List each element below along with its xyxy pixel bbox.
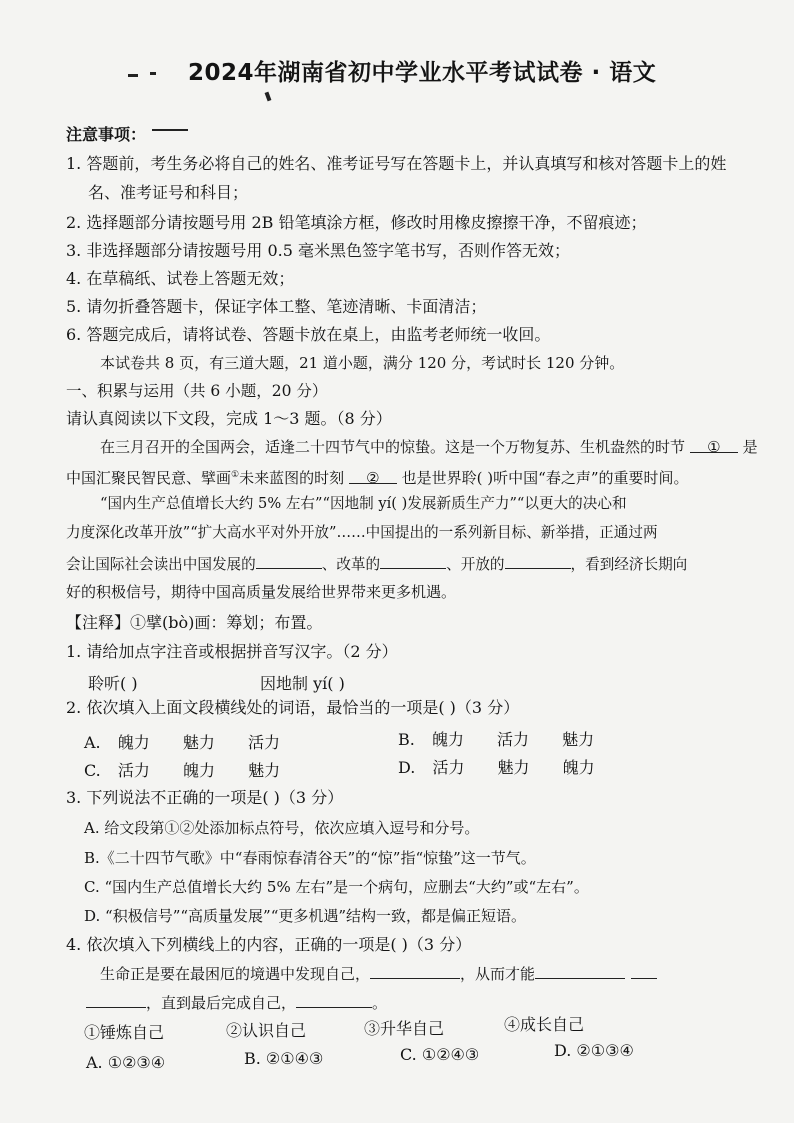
passage-line (66, 464, 688, 489)
option-word: 魄力 (117, 733, 150, 752)
option-word: 魄力 (431, 730, 464, 749)
option-letter: B. (398, 730, 415, 749)
notice-item: 6. 答题完成后，请将试卷、答题卡放在桌上，由监考老师统一收回。 (66, 325, 551, 344)
question-2-stem: 2. 依次填入上面文段横线处的词语，最恰当的一项是( )（3 分） (66, 698, 520, 717)
page-title: 2024年湖南省初中学业水平考试试卷 · 语文 (188, 60, 657, 86)
option-word: 魅力 (182, 733, 215, 752)
passage-text: 也是世界聆( )听中国“春之声”的重要时间。 (401, 469, 689, 487)
notice-item: 3. 非选择题部分请按题号用 0.5 毫米黑色签字笔书写，否则作答无效； (66, 241, 570, 260)
q4-sentence-line (86, 991, 387, 1014)
scan-mark (152, 129, 188, 131)
notice-item: 1. 答题前，考生务必将自己的姓名、准考证号写在答题卡上，并认真填写和核对答题卡上的姓 (66, 154, 727, 173)
passage-line: 力度深化改革开放”“扩大高水平对外开放”……中国提出的一系列新目标、新举措，正通过两 (66, 524, 658, 541)
option-letter: C. (84, 761, 101, 780)
q4-option-d: D. ②①③④ (554, 1041, 634, 1060)
option-word: 活力 (117, 761, 150, 780)
option-word: 魄力 (562, 758, 595, 777)
option-word: 魅力 (497, 758, 530, 777)
question-4-stem: 4. 依次填入下列横线上的内容，正确的一项是( )（3 分） (66, 935, 472, 954)
notice-heading: 注意事项： (66, 125, 147, 144)
sentence-text: 。 (372, 994, 388, 1012)
notice-item: 4. 在草稿纸、试卷上答题无效； (66, 269, 295, 288)
q4-item-1: ①锤炼自己 (84, 1023, 165, 1042)
q4-sentence-line (100, 962, 657, 985)
q4-item-3: ③升华自己 (364, 1019, 445, 1038)
passage-line (100, 436, 758, 458)
q2-option-c (84, 758, 280, 781)
exam-summary: 本试卷共 8 页，有三道大题，21 道小题，满分 120 分，考试时长 120 分钟。 (100, 354, 625, 372)
q2-option-b (398, 727, 594, 750)
footnote: 【注释】①擘(bò)画：筹划；布置。 (66, 613, 323, 632)
section-heading: 一、积累与运用（共 6 小题，20 分） (66, 382, 328, 400)
option-word: 魅力 (248, 761, 281, 780)
option-letter: A. (84, 733, 101, 752)
answer-blank (535, 962, 625, 979)
passage-line: 好的积极信号，期待中国高质量发展给世界带来更多机遇。 (66, 583, 457, 601)
notice-item: 名、准考证号和科目； (88, 183, 249, 202)
passage-text: 、开放的 (446, 556, 505, 573)
passage-text: 未来蓝图的时刻 (239, 469, 345, 487)
answer-blank (631, 962, 657, 979)
q4-option-a: A. ①②③④ (86, 1053, 166, 1072)
answer-blank (505, 552, 571, 569)
answer-blank (256, 552, 322, 569)
scan-mark (265, 92, 272, 102)
sentence-text: ，从而才能 (460, 965, 536, 983)
q3-option-c: C. “国内生产总值增长大约 5% 左右”是一个病句，应删去“大约”或“左右”。 (84, 878, 589, 896)
passage-text: 、改革的 (321, 556, 381, 573)
scan-mark (150, 72, 156, 75)
q3-option-d: D. “积极信号”“高质量发展”“更多机遇”结构一致，都是偏正短语。 (84, 907, 527, 925)
q2-option-d (398, 755, 595, 778)
q4-item-2: ②认识自己 (226, 1021, 307, 1040)
passage-text: ，看到经济长期向 (570, 556, 688, 573)
answer-blank (86, 991, 146, 1008)
question-1-part-b: 因地制 yí( ) (260, 674, 345, 693)
passage-text: 在三月召开的全国两会，适逢二十四节气中的惊蛰。这是一个万物复苏、生机盎然的时节 (100, 438, 686, 456)
q2-option-a (84, 730, 280, 753)
blank-2: ② (349, 467, 397, 484)
option-word: 活力 (497, 730, 530, 749)
sentence-text: 生命正是要在最困厄的境遇中发现自己， (100, 965, 371, 983)
q4-item-4: ④成长自己 (504, 1015, 585, 1034)
question-3-stem: 3. 下列说法不正确的一项是( )（3 分） (66, 788, 344, 807)
footnote-ref: ① (231, 470, 240, 480)
q3-option-a: A. 给文段第①②处添加标点符号，依次应填入逗号和分号。 (84, 819, 480, 837)
option-letter: D. (398, 758, 416, 777)
answer-blank (370, 962, 460, 979)
passage-text: 是 (742, 438, 758, 456)
passage-text: 中国汇聚民智民意、擘画 (66, 469, 232, 487)
passage-line: “国内生产总值增长大约 5% 左右”“因地制 yí( )发展新质生产力”“以更大的决心和 (100, 495, 627, 512)
q4-option-c: C. ①②④③ (400, 1045, 480, 1064)
q3-option-b: B.《二十四节气歌》中“春雨惊春清谷天”的“惊”指“惊蛰”这一节气。 (84, 849, 536, 867)
sentence-text: ，直到最后完成自己， (146, 994, 297, 1012)
option-word: 活力 (432, 758, 465, 777)
blank-1: ① (690, 436, 738, 453)
answer-blank (296, 991, 372, 1008)
reading-intro: 请认真阅读以下文段，完成 1～3 题。（8 分） (66, 409, 392, 428)
passage-line (66, 552, 687, 576)
answer-blank (380, 552, 446, 569)
option-word: 魅力 (562, 730, 595, 749)
notice-item: 5. 请勿折叠答题卡，保证字体工整、笔迹清晰、卡面清洁； (66, 297, 487, 316)
option-word: 魄力 (182, 761, 215, 780)
notice-item: 2. 选择题部分请按题号用 2B 铅笔填涂方框，修改时用橡皮擦擦干净，不留痕迹； (66, 213, 647, 232)
question-1-part-a: 聆听( ) (88, 674, 138, 693)
option-word: 活力 (247, 733, 280, 752)
question-1-stem: 1. 请给加点字注音或根据拼音写汉字。（2 分） (66, 642, 398, 661)
scan-mark (128, 74, 138, 77)
passage-text: 会让国际社会读出中国发展的 (66, 556, 256, 573)
q4-option-b: B. ②①④③ (244, 1049, 324, 1068)
